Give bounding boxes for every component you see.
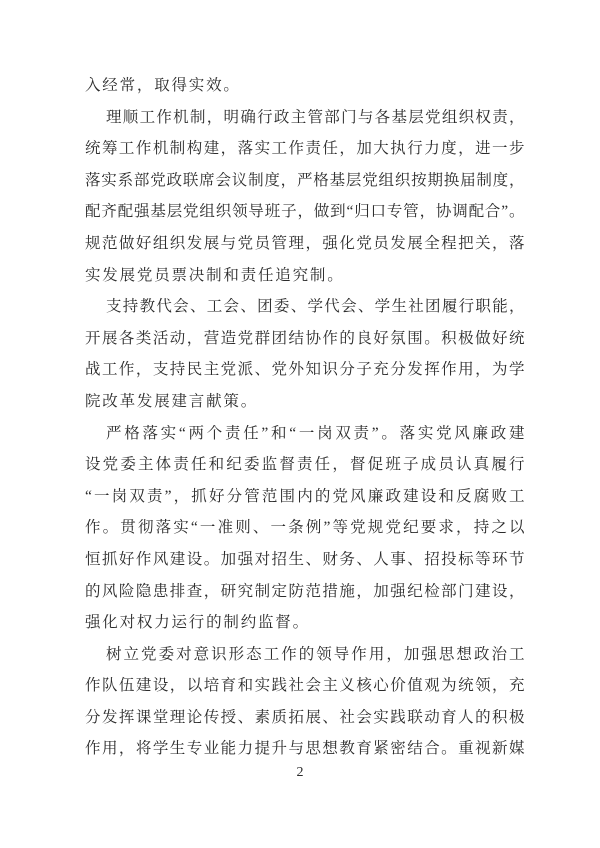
text-line: 强化对权力运行的制约监督。 bbox=[85, 614, 310, 632]
text-line: 统筹工作机制构建，落实工作责任，加大执行力度，进一步 bbox=[85, 140, 525, 158]
text-line: 设党委主体责任和纪委监督责任，督促班子成员认真履行 bbox=[85, 456, 525, 474]
text-line: 作用，将学生专业能力提升与思想教育紧密结合。重视新媒 bbox=[85, 740, 525, 758]
text-line: 开展各类活动，营造党群团结协作的良好氛围。积极做好统 bbox=[85, 329, 525, 347]
text-line: 严格落实“两个责任”和“一岗双责”。落实党风廉政建 bbox=[106, 424, 525, 442]
text-line: 支持教代会、工会、团委、学代会、学生社团履行职能， bbox=[106, 298, 525, 316]
text-line: 落实系部党政联席会议制度，严格基层党组织按期换届制度， bbox=[85, 171, 525, 189]
text-line: 的风险隐患排查，研究制定防范措施，加强纪检部门建设， bbox=[85, 582, 525, 600]
text-line: 恒抓好作风建设。加强对招生、财务、人事、招投标等环节 bbox=[85, 550, 525, 568]
text-line: 树立党委对意识形态工作的领导作用，加强思想政治工 bbox=[106, 645, 525, 663]
text-line: 规范做好组织发展与党员管理，强化党员发展全程把关，落 bbox=[85, 234, 525, 252]
text-line: 分发挥课堂理论传授、素质拓展、社会实践联动育人的积极 bbox=[85, 708, 525, 726]
text-line: 战工作，支持民主党派、党外知识分子充分发挥作用，为学 bbox=[85, 361, 525, 379]
text-line: 入经常，取得实效。 bbox=[85, 77, 241, 94]
text-line: 实发展党员票决制和责任追究制。 bbox=[85, 266, 345, 284]
text-line: 作队伍建设，以培育和实践社会主义核心价值观为统领，充 bbox=[85, 677, 525, 695]
page-number: 2 bbox=[296, 765, 304, 780]
text-line: 理顺工作机制，明确行政主管部门与各基层党组织权责， bbox=[106, 108, 525, 126]
document-body bbox=[85, 70, 525, 765]
text-line: 作。贯彻落实“一准则、一条例”等党规党纪要求，持之以 bbox=[85, 519, 525, 537]
text-line: 配齐配强基层党组织领导班子，做到“归口专管，协调配合”。 bbox=[85, 203, 525, 221]
text-line: “一岗双责”，抓好分管范围内的党风廉政建设和反腐败工 bbox=[85, 487, 525, 505]
text-line: 院改革发展建言献策。 bbox=[85, 392, 259, 410]
